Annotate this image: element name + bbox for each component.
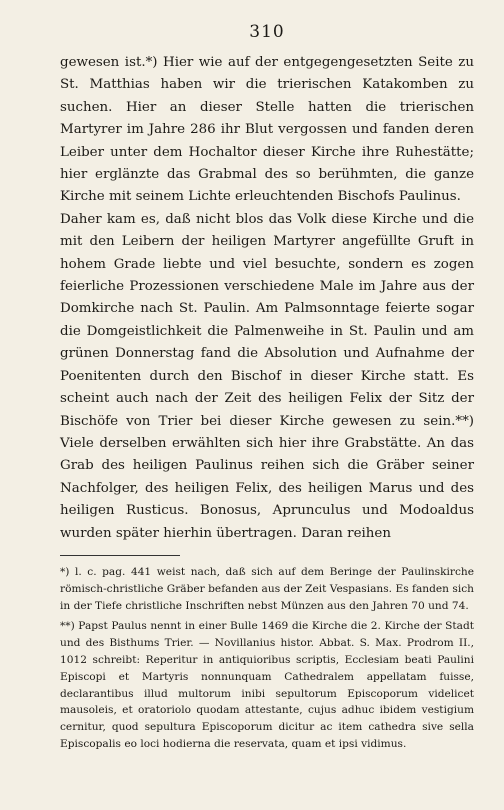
footnote: *) l. c. pag. 441 weist nach, daß sich auf dem Beringe der Paulinskirche römisch-christliche Gräber befanden aus der Zeit Vespasians. Es fanden sich in der Tiefe christliche Inschriften nebst Münzen aus den Jahren 70 und 74.: [60, 565, 474, 612]
footnote: **) Papst Paulus nennt in einer Bulle 1469 die Kirche die 2. Kirche der Stadt und des Bisthums Trier. — Novillanius histor. Abbat. S. Max. Prodrom II., 1012 schreibt: Reperitur in antiquioribus scriptis, Ecclesiam beati Paulini Episcopi et Martyris nonnunquam Cathedralem appellatam fuisse, declarantibus illud multorum inibi sepultorum Episcoporum videlicet mausoleis, et oratoriolo quodam attestante, cujus adhuc ibidem vestigium cernitur, quod sepultura Episcoporum dicitur ac item cathedra sive sella Episcopalis eo loci hodierna die reservata, quam et ipsi vidimus.: [60, 620, 474, 750]
body-text: [60, 52, 474, 545]
paragraph: gewesen ist.*) Hier wie auf der entgegengesetzten Seite zu St. Matthias haben wir die trierischen Katakomben zu suchen. Hier an dieser Stelle hatten die trierischen Martyrer im Jahre 286 ihr Blut vergossen und fanden deren Leiber unter dem Hochaltor dieser Kirche ihre Ruhestätte; hier erglänzte das Grabmal des so berühmten, die ganze Kirche mit seinem Lichte erleuchtenden Bischofs Paulinus.: [60, 55, 474, 205]
footnotes: [60, 564, 474, 753]
page-number: 310: [249, 22, 285, 42]
paragraph: Daher kam es, daß nicht blos das Volk diese Kirche und die mit den Leibern der heiligen Martyrer angefüllte Gruft in hohem Grade liebte und viel besuchte, sondern es zogen feierliche Prozessionen verschiedene Male im Jahre aus der Domkirche nach St. Paulin. Am Palmsonntage feierte sogar die Domgeistlichkeit die Palmenweihe in St. Paulin und am grünen Donnerstag fand die Absolution und Aufnahme der Poenitenten durch den Bischof in dieser Kirche statt. Es scheint auch nach der Zeit des heiligen Felix der Sitz der Bischöfe von Trier bei dieser Kirche gewesen zu sein.**) Viele derselben erwählten sich hier ihre Grabstätte. An das Grab des heiligen Paulinus reihen sich die Gräber seiner Nachfolger, des heiligen Felix, des heiligen Marus und des heiligen Rusticus. Bonosus, Aprunculus und Modoaldus wurden später hierhin übertragen. Daran reihen: [60, 211, 474, 541]
footnote-divider: [60, 555, 180, 556]
